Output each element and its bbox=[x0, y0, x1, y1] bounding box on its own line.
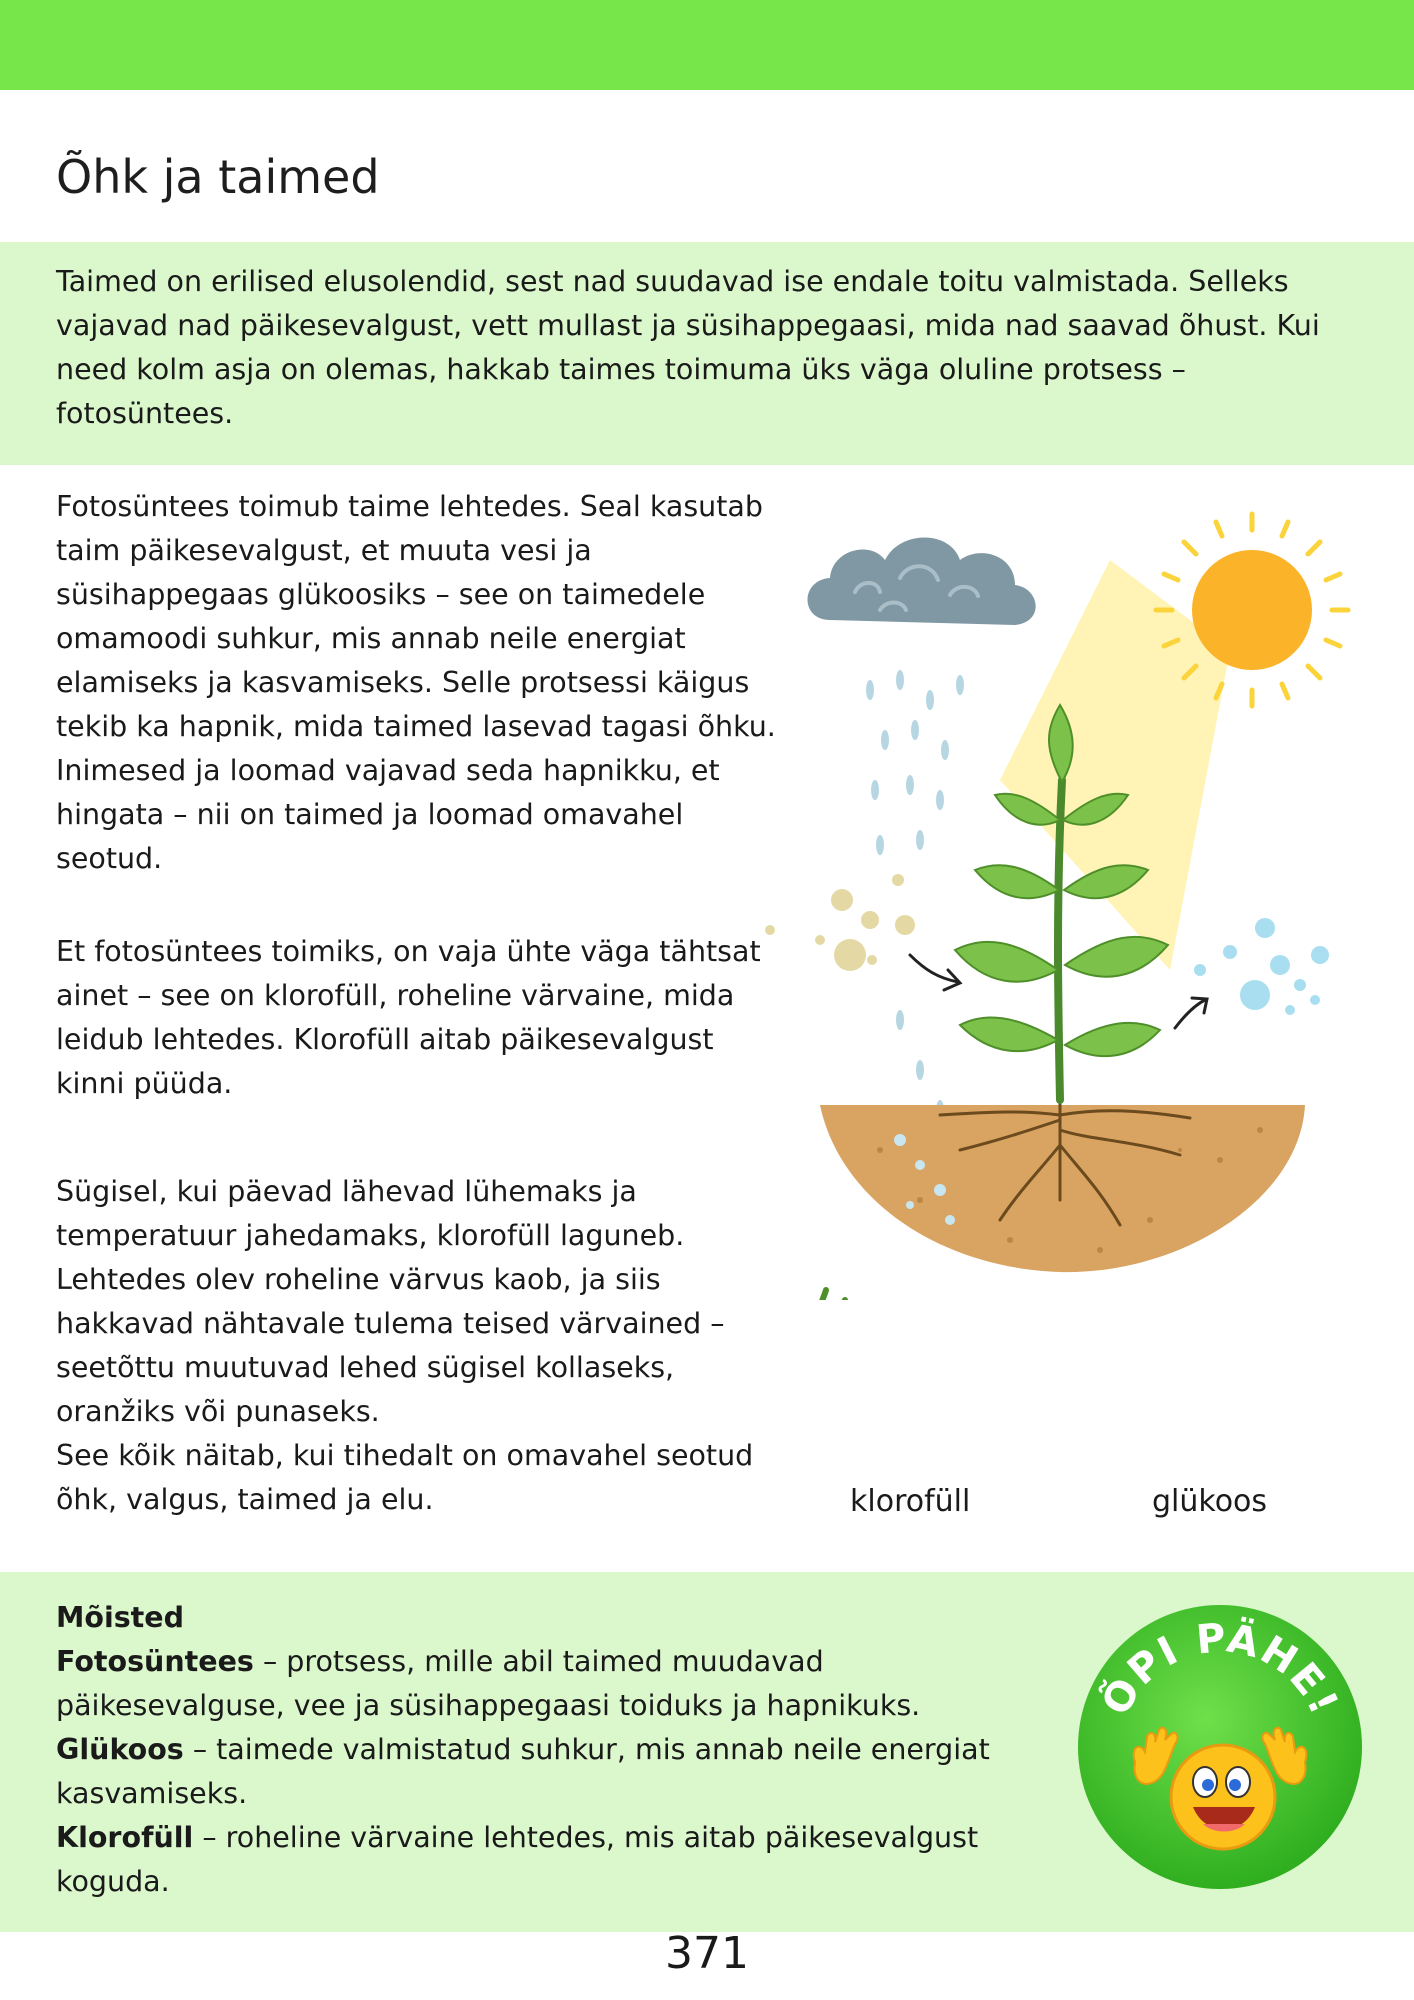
term-item bbox=[56, 1821, 978, 1898]
term-name: Fotosüntees bbox=[56, 1645, 254, 1678]
term-name: Glükoos bbox=[56, 1733, 184, 1766]
badge-text: ÕPI PÄHE! bbox=[1092, 1615, 1348, 1723]
term-definition: – roheline värvaine lehtedes, mis aitab päikesevalgust koguda. bbox=[56, 1821, 979, 1898]
intro-box bbox=[0, 242, 1414, 465]
learn-by-heart-badge bbox=[1075, 1602, 1365, 1892]
page-title: Õhk ja taimed bbox=[56, 150, 380, 204]
paragraph-autumn-text: Sügisel, kui päevad lähevad lühemaks ja temperatuur jahedamaks, klorofüll laguneb. Lehtedes olev roheline värvus kaob, ja siis hakkavad nähtavale tulema teised värvained – seetõttu muutuvad lehed sügisel kollaseks, oranžiks või punaseks. bbox=[56, 1175, 725, 1428]
page-number: 371 bbox=[665, 1928, 749, 1979]
photosynthesis-illustration bbox=[760, 500, 1360, 1300]
chlorophyll-illustration bbox=[812, 1290, 942, 1300]
sun-icon bbox=[1156, 514, 1348, 706]
co2-bubbles bbox=[765, 874, 915, 971]
term-item bbox=[56, 1645, 920, 1722]
plant-stem bbox=[1058, 780, 1062, 1100]
paragraph-summary-text: See kõik näitab, kui tihedalt on omavahel seotud õhk, valgus, taimed ja elu. bbox=[56, 1439, 754, 1516]
rain-drops bbox=[866, 670, 964, 1120]
term-name: Klorofüll bbox=[56, 1821, 194, 1854]
terms-heading: Mõisted bbox=[56, 1601, 185, 1634]
paragraph-photosynthesis: Fotosüntees toimub taime lehtedes. Seal kasutab taim päikesevalgust, et muuta vesi ja süsihappegaas glükoosiks – see on taimedele omamoodi suhkur, mis annab neile energiat elamiseks ja kasvamiseks. Selle protsessi käigus tekib ka hapnik, mida taimed lasevad tagasi õhku. Inimesed ja loomad vajavad seda hapnikku, et hingata – nii on taimed ja loomad omavahel seotud. bbox=[56, 490, 776, 875]
paragraph-chlorophyll: Et fotosüntees toimiks, on vaja ühte väga tähtsat ainet – see on klorofüll, roheline värvaine, mida leidub lehtedes. Klorofüll aitab päikesevalgust kinni püüda. bbox=[56, 935, 761, 1100]
oxygen-bubbles bbox=[1194, 918, 1329, 1015]
intro-text: Taimed on erilised elusolendid, sest nad suudavad ise endale toitu valmistada. Selleks vajavad nad päikesevalgust, vett mullast ja süsihappegaasi, mida nad saavad õhust. Kui need kolm asja on olemas, hakkab taimes toimuma üks väga oluline protsess – fotosüntees. bbox=[56, 265, 1320, 430]
smiley-icon bbox=[1171, 1745, 1275, 1849]
term-definition: – protsess, mille abil taimed muudavad päikesevalguse, vee ja süsihappegaasi toiduks ja hapnikuks. bbox=[56, 1645, 921, 1722]
cloud-icon bbox=[808, 538, 1036, 626]
header-bar bbox=[0, 0, 1414, 90]
paragraph-autumn bbox=[56, 1170, 786, 1522]
terms-list bbox=[56, 1596, 1056, 1904]
term-definition: – taimede valmistatud suhkur, mis annab neile energiat kasvamiseks. bbox=[56, 1733, 990, 1810]
label-glucose: glükoos bbox=[1152, 1484, 1268, 1519]
term-item bbox=[56, 1733, 990, 1810]
label-chlorophyll: klorofüll bbox=[850, 1484, 971, 1519]
